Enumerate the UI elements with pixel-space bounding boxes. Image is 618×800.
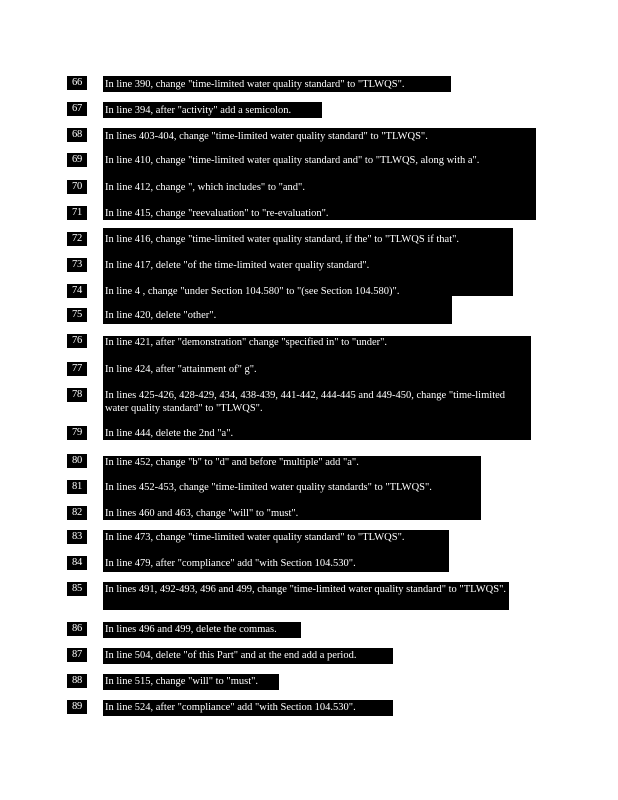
item-text: In lines 496 and 499, delete the commas. (103, 622, 301, 638)
item-text: In lines 425-426, 428-429, 434, 438-439, 441-442, 444-445 and 449-450, change "time-limited water quality standard" to "TLWQS". (103, 386, 531, 422)
item-number: 72 (67, 232, 87, 246)
item-text: In line 420, delete "other". (103, 296, 452, 324)
item-text: In lines 491, 492-493, 496 and 499, change "time-limited water quality standard" to "TLWQS". (103, 582, 509, 610)
item-number: 85 (67, 582, 87, 596)
item-number: 69 (67, 153, 87, 167)
item-text: In line 524, after "compliance" add "with Section 104.530". (103, 700, 393, 716)
item-number: 78 (67, 388, 87, 402)
item-number: 84 (67, 556, 87, 570)
item-number: 75 (67, 308, 87, 322)
item-number: 89 (67, 700, 87, 714)
item-text: In line 412, change ", which includes" to "and". (103, 176, 536, 202)
item-number: 88 (67, 674, 87, 688)
item-text: In line 410, change "time-limited water quality standard and" to "TLWQS, along with a". (103, 146, 536, 176)
item-number: 70 (67, 180, 87, 194)
item-number: 74 (67, 284, 87, 298)
item-number: 80 (67, 454, 87, 468)
item-number: 68 (67, 128, 87, 142)
item-number: 82 (67, 506, 87, 520)
item-text: In line 479, after "compliance" add "with Section 104.530". (103, 550, 449, 572)
item-number: 73 (67, 258, 87, 272)
item-number: 83 (67, 530, 87, 544)
item-number: 66 (67, 76, 87, 90)
item-text: In lines 403-404, change "time-limited water quality standard" to "TLWQS". (103, 128, 536, 146)
item-text: In line 515, change "will" to "must". (103, 674, 279, 690)
item-text: In line 390, change "time-limited water quality standard" to "TLWQS". (103, 76, 451, 92)
item-number: 81 (67, 480, 87, 494)
item-text: In line 444, delete the 2nd "a". (103, 422, 531, 440)
item-text: In line 424, after "attainment of" g". (103, 362, 531, 386)
item-text: In line 4 , change "under Section 104.580" to "(see Section 104.580)". (103, 280, 513, 296)
item-number: 76 (67, 334, 87, 348)
item-text: In line 504, delete "of this Part" and at the end add a period. (103, 648, 393, 664)
item-text: In line 473, change "time-limited water quality standard" to "TLWQS". (103, 530, 449, 550)
item-number: 67 (67, 102, 87, 116)
item-text: In line 417, delete "of the time-limited water quality standard". (103, 254, 513, 280)
item-number: 86 (67, 622, 87, 636)
item-text: In line 394, after "activity" add a semicolon. (103, 102, 322, 118)
item-number: 87 (67, 648, 87, 662)
item-text: In lines 460 and 463, change "will" to "must". (103, 502, 481, 520)
item-text: In line 416, change "time-limited water quality standard, if the" to "TLWQS if that". (103, 228, 513, 254)
item-number: 79 (67, 426, 87, 440)
item-text: In lines 452-453, change "time-limited water quality standards" to "TLWQS". (103, 478, 481, 502)
item-number: 77 (67, 362, 87, 376)
item-number: 71 (67, 206, 87, 220)
item-text: In line 421, after "demonstration" change "specified in" to "under". (103, 336, 531, 362)
item-text: In line 415, change "reevaluation" to "re-evaluation". (103, 202, 536, 220)
item-text: In line 452, change "b" to "d" and before "multiple" add "a". (103, 456, 481, 478)
